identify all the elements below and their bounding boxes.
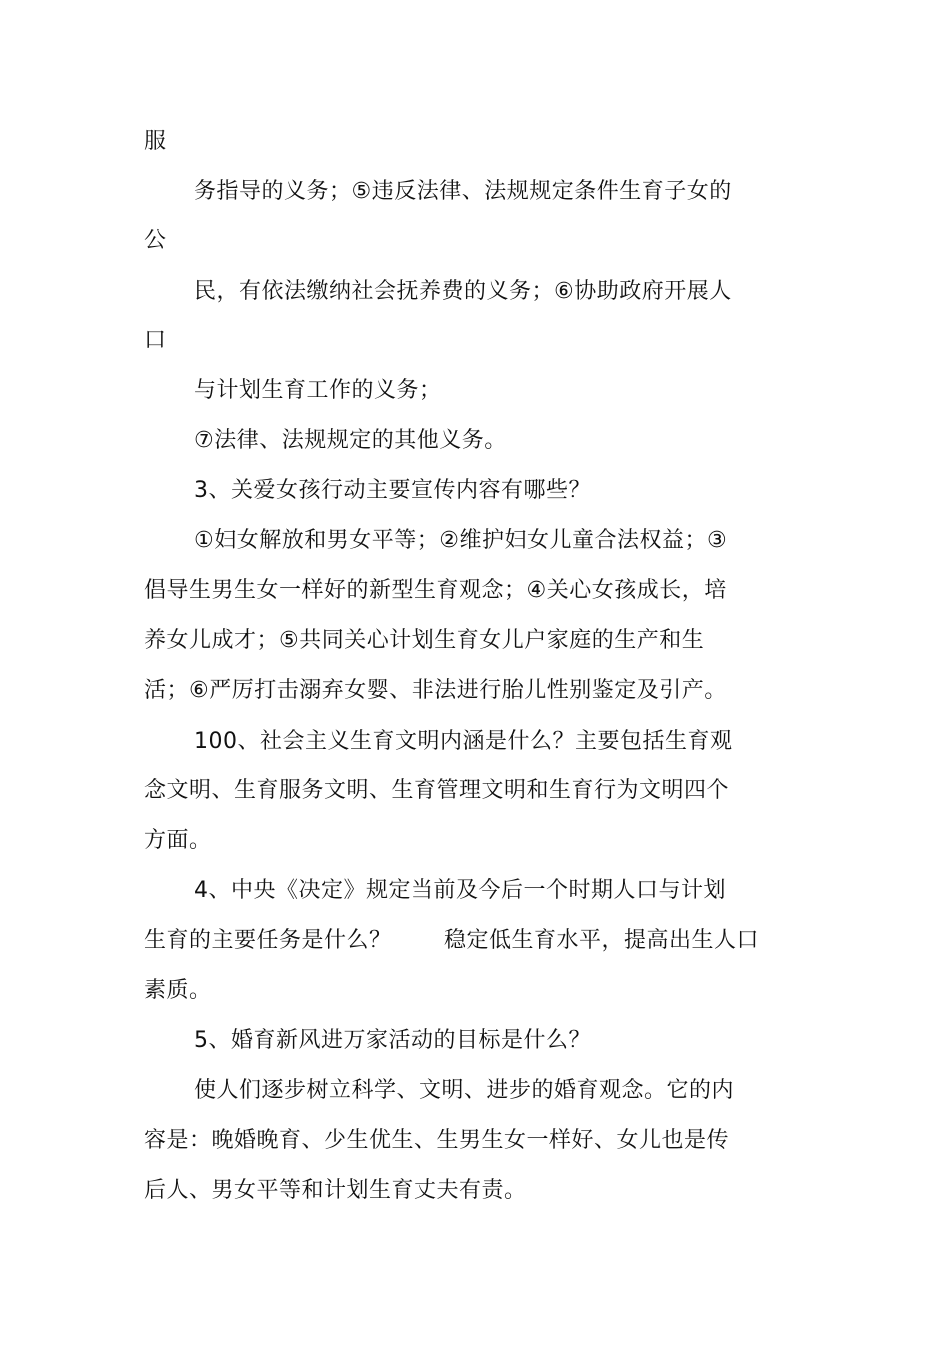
text-line: 活；⑥严厉打击溺弃女婴、非法进行胎儿性别鉴定及引产。 [144, 678, 727, 703]
text-line: 生育的主要任务是什么？ 稳定低生育水平，提高出生人口 [144, 928, 759, 953]
text-line: 容是：晚婚晚育、少生优生、生男生女一样好、女儿也是传 [144, 1128, 730, 1153]
text-line: 素质。 [144, 978, 212, 1003]
text-line: 民，有依法缴纳社会抚养费的义务；⑥协助政府开展人 [194, 279, 732, 304]
question-heading: 3、关爱女孩行动主要宣传内容有哪些？ [194, 478, 591, 503]
text-line: 养女儿成才；⑤共同关心计划生育女儿户家庭的生产和生 [144, 628, 705, 653]
question-heading: 100、社会主义生育文明内涵是什么？主要包括生育观 [194, 729, 733, 754]
question-heading: 4、中央《决定》规定当前及今后一个时期人口与计划 [194, 878, 726, 903]
text-line: 后人、男女平等和计划生育丈夫有责。 [144, 1178, 527, 1203]
question-heading: 5、婚育新风进万家活动的目标是什么？ [194, 1028, 591, 1053]
text-line: 服 [144, 129, 167, 154]
text-line: 口 [144, 328, 167, 353]
text-line: ⑦法律、法规规定的其他义务。 [194, 428, 507, 453]
text-line: 与计划生育工作的义务； [194, 378, 442, 403]
text-line: ①妇女解放和男女平等；②维护妇女儿童合法权益；③ [194, 528, 728, 553]
text-line: 务指导的义务；⑤违反法律、法规规定条件生育子女的 [194, 179, 732, 204]
text-line: 公 [144, 228, 167, 253]
text-line: 倡导生男生女一样好的新型生育观念；④关心女孩成长，培 [144, 578, 727, 603]
text-line: 使人们逐步树立科学、文明、进步的婚育观念。它的内 [194, 1078, 735, 1103]
text-line: 方面。 [144, 828, 212, 853]
text-line: 念文明、生育服务文明、生育管理文明和生育行为文明四个 [144, 778, 730, 803]
